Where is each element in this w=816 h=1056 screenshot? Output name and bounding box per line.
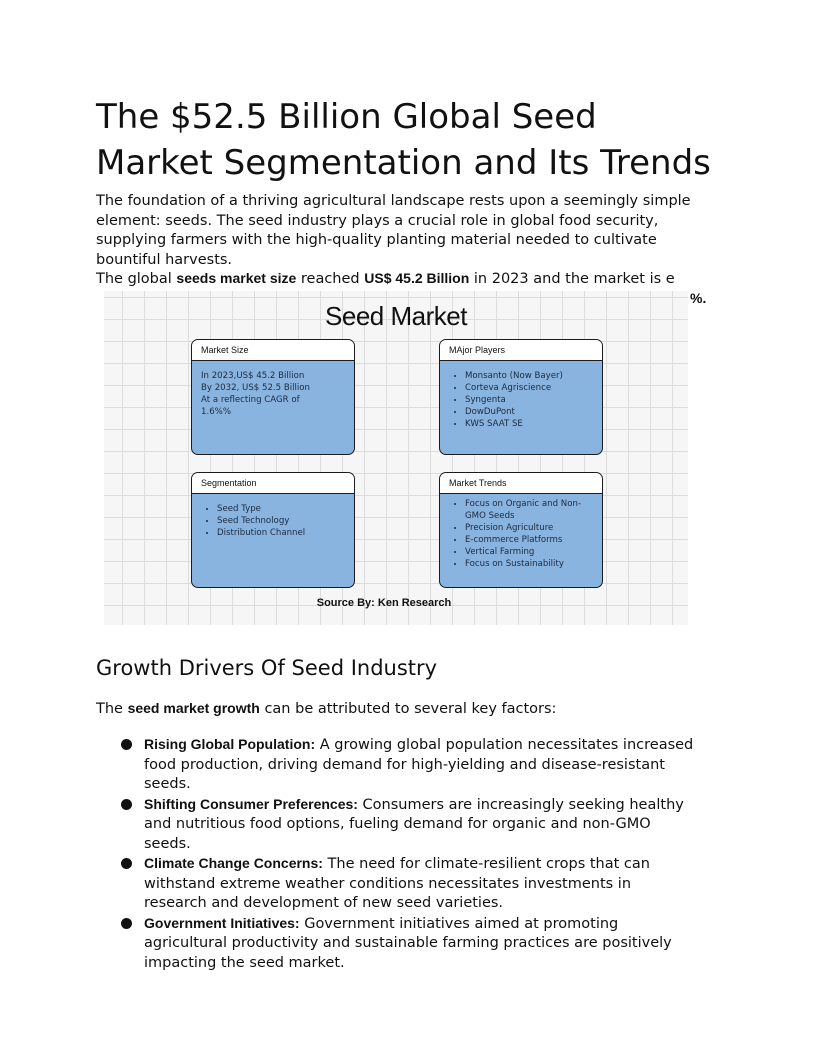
infographic-title: Seed Market [325, 301, 467, 331]
list-item [96, 914, 696, 974]
bullet-icon [121, 799, 132, 810]
card-body [192, 361, 354, 418]
card-heading: MAjor Players [440, 340, 602, 361]
card-line: At a reflecting CAGR of [201, 395, 300, 405]
seeds-market-size-link: seeds market size [176, 270, 297, 286]
driver-text: Government initiatives aimed at promoting agricultural productivity and sustainable farming practices are positively impacting the seed market. [144, 915, 672, 971]
card-list-item: • E-commerce Platforms [465, 534, 593, 546]
card-list-item: • Focus on Organic and Non-GMO Seeds [465, 498, 593, 522]
card-body [192, 494, 354, 539]
card-line: In 2023,US$ 45.2 Billion [201, 371, 305, 381]
card-list-item: • Syngenta [465, 394, 593, 406]
card-list-item: • Seed Technology [217, 515, 345, 527]
driver-text: The need for climate-resilient crops that can withstand extreme weather conditions necessitates investments in research and development of new seed varieties. [144, 856, 650, 911]
card-body [440, 494, 602, 570]
market-size-text: The global [96, 271, 177, 287]
growth-drivers-list [96, 735, 696, 973]
segmentation-card [191, 472, 355, 588]
card-list [201, 503, 345, 539]
card-list-item: • Seed Type [217, 503, 345, 515]
driver-label: Climate Change Concerns: [144, 855, 323, 871]
major-players-card [439, 339, 603, 455]
intro-paragraph: The foundation of a thriving agricultural landscape rests upon a seemingly simple element: seeds. The seed industry plays a crucial role in global food security, supplying farmers with the high-quality planting material needed to cultivate bountiful harvests. [96, 193, 691, 268]
article-title: The $52.5 Billion Global Seed Market Segmentation and Its Trends [96, 97, 711, 183]
list-item [96, 854, 696, 914]
infographic-source: Source By: Ken Research [316, 597, 452, 609]
driver-label: Government Initiatives: [144, 914, 300, 931]
card-line: 1.6%% [201, 407, 231, 417]
card-heading: Market Size [192, 340, 354, 361]
driver-label: Rising Global Population: [144, 736, 316, 752]
bullet-icon [121, 918, 132, 929]
seed-market-growth-link: seed market growth [127, 700, 260, 716]
card-list-item: • Corteva Agriscience [465, 382, 593, 394]
market-size-tail: %. [690, 290, 707, 306]
card-body [440, 361, 602, 430]
card-list-item: • Distribution Channel [217, 527, 345, 539]
growth-drivers-heading: Growth Drivers Of Seed Industry [96, 656, 438, 680]
market-size-paragraph [96, 269, 708, 290]
card-heading: Market Trends [440, 473, 602, 494]
seed-market-infographic [104, 291, 688, 625]
market-value-bold: US$ 45.2 Billion [364, 270, 470, 286]
card-list-item: • Precision Agriculture [465, 522, 593, 534]
card-list-item: • Monsanto (Now Bayer) [465, 370, 593, 382]
market-size-text: reached [296, 271, 365, 287]
driver-label: Shifting Consumer Preferences: [144, 795, 358, 812]
card-list [449, 498, 593, 570]
card-list [449, 370, 593, 430]
bullet-icon [121, 858, 132, 869]
growth-intro-text: can be attributed to several key factors: [259, 701, 557, 717]
card-list-item: • Vertical Farming [465, 546, 593, 558]
market-size-text: in 2023 and the market is e [469, 271, 675, 287]
card-heading: Segmentation [192, 473, 354, 494]
list-item [96, 795, 696, 855]
market-trends-card [439, 472, 603, 588]
growth-intro [96, 699, 708, 720]
card-list-item: • KWS SAAT SE [465, 418, 593, 430]
bullet-icon [121, 739, 132, 750]
growth-intro-text: The [96, 701, 128, 717]
driver-text: A growing global population necessitates increased food production, driving demand for high-yielding and disease-resistant seeds. [144, 737, 694, 792]
driver-text: Consumers are increasingly seeking healthy and nutritious food options, fueling demand for organic and non-GMO seeds. [144, 796, 684, 852]
card-line: By 2032, US$ 52.5 Billion [201, 383, 311, 393]
card-list-item: • DowDuPont [465, 406, 593, 418]
list-item [96, 735, 696, 795]
market-size-card [191, 339, 355, 455]
card-list-item: • Focus on Sustainability [465, 558, 593, 570]
